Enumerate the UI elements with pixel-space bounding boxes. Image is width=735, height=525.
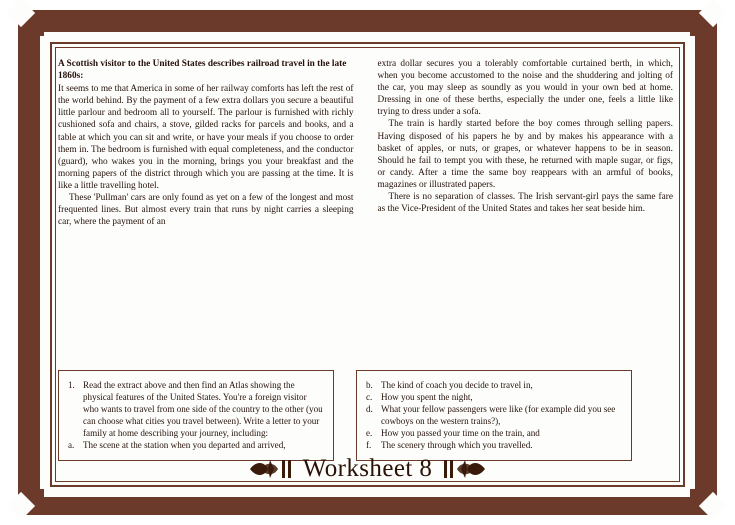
extract-paragraph: extra dollar secures you a tolerably comfortable curtained berth, in which, when you become accustomed to the noise and the shuddering and jolting of the car, you may sleep as soundly as you would in your own bed at home. Dressing in one of these berths, especially the under one, feels a little like trying to dress under a sofa. <box>377 59 673 118</box>
question-number: e. <box>366 428 373 438</box>
question-number: 1. <box>68 380 75 390</box>
worksheet-title-band <box>0 455 735 483</box>
question-item <box>68 379 324 439</box>
question-number: c. <box>366 392 373 402</box>
question-text: The kind of coach you decide to travel in, <box>381 380 533 390</box>
question-item <box>366 391 622 403</box>
question-item <box>366 439 622 451</box>
extract-paragraph: These 'Pullman' cars are only found as yet on a few of the longest and most frequented lines. But almost every train that runs by night carries a sleeping car, where the payment of an <box>58 193 354 228</box>
question-boxes <box>58 370 675 461</box>
question-text: The scenery through which you travelled. <box>381 440 533 450</box>
extract-paragraph: It seems to me that America in some of her railway comforts has left the rest of the world behind. By the payment of a few extra dollars you secure a beautiful little parlour and bedroom all to yourself. The parlour is furnished with richly cushioned sofa and chairs, a stove, gilded racks for parcels and books, and a table at which you can sit and write, or have your meals if you choose to order them in. The bedroom is furnished with equal completeness, and the conductor (guard), who wakes you in the morning, brings you your breakfast and the morning papers of the district through which you are passing at the time. It is like a little travelling hotel. <box>58 84 354 191</box>
question-number: b. <box>366 380 373 390</box>
question-text: How you spent the night, <box>381 392 473 402</box>
extract-paragraph: The train is hardly started before the boy comes through selling papers. Having disposed of his papers he by and by makes his appearance with a basket of apples, or nuts, or grapes, or whatever happens to be in season. Should he fail to tempt you with these, he returned with maple sugar, or figs, or candy. After a time the same boy reappears with an armful of books, magazines or illustrated papers. <box>377 119 673 190</box>
question-text: What your fellow passengers were like (for example did you see cowboys on the western trains?), <box>381 404 616 426</box>
question-number: d. <box>366 404 373 414</box>
ornament-flourish-left-icon <box>248 458 294 480</box>
question-number: f. <box>366 440 372 450</box>
question-box-right <box>356 370 632 461</box>
question-item <box>366 379 622 391</box>
extract-paragraph: There is no separation of classes. The Irish servant-girl pays the same fare as the Vice-President of the United States and takes her seat beside him. <box>377 192 673 215</box>
question-box-left <box>58 370 334 461</box>
extract-column-right <box>378 58 674 228</box>
two-column-text <box>58 58 673 228</box>
question-text: The scene at the station when you departed and arrived, <box>83 440 286 450</box>
extract-heading: A Scottish visitor to the United States describes railroad travel in the late 1860s: <box>58 59 347 82</box>
page-title: Worksheet 8 <box>302 455 433 482</box>
ornament-flourish-right-icon <box>441 458 487 480</box>
question-text: How you passed your time on the train, and <box>381 428 540 438</box>
question-item <box>68 439 324 451</box>
extract-column-left <box>58 58 354 228</box>
question-number: a. <box>68 440 75 450</box>
question-text: Read the extract above and then find an Atlas showing the physical features of the United States. You're a foreign visitor who wants to travel from one side of the country to the other (you can choose what cities you travel between). Write a letter to your family at home describing your journey, including: <box>83 380 323 438</box>
question-item <box>366 403 622 427</box>
question-item <box>366 427 622 439</box>
